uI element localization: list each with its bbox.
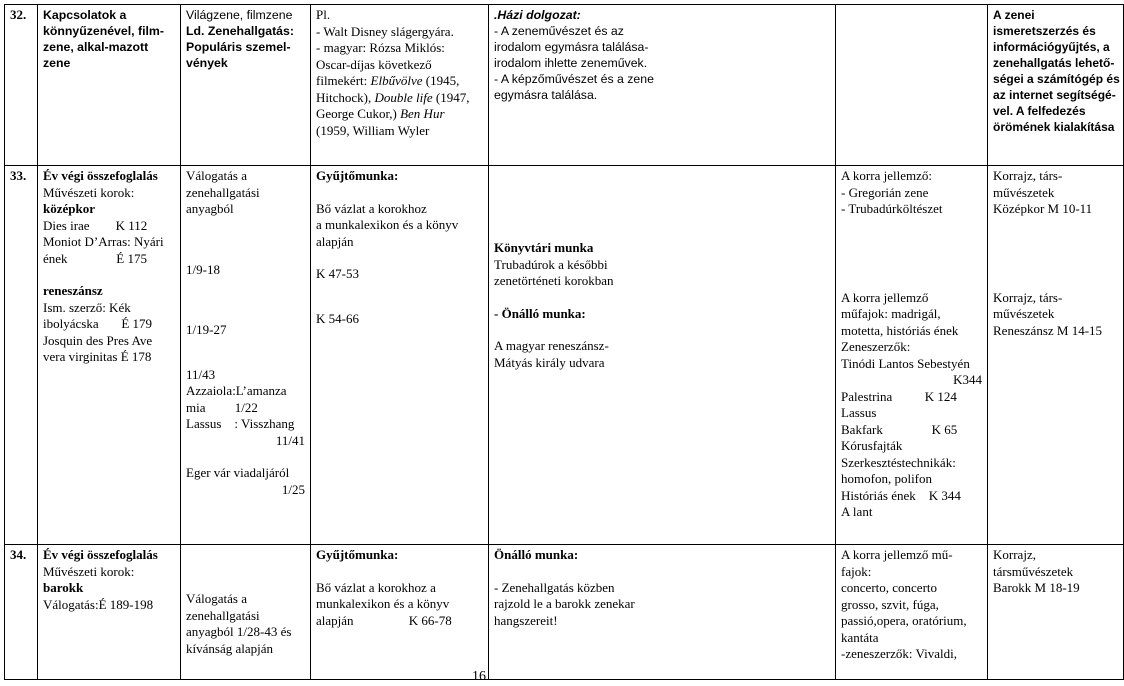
character-cell: A korra jellemző: - Gregorián zene - Trubadúrköltészet A korra jellemző műfajok: madrigál, motetta, históriás ének Zeneszerzők: Tinódi Lantos Sebestyén K344 Palestrina K 124 Lassus Bakfark K 65 Kórusfajták Szerkesztéstechnikák: homofon, polifon Históriás ének K 344 A lant [836, 166, 988, 545]
listening-cell: Válogatás a zenehallgatási anyagból 1/28-43 és kívánság alapján [181, 545, 311, 680]
row-number: 32. [5, 5, 38, 166]
row-number: 34. [5, 545, 38, 680]
listening-cell: Válogatás a zenehallgatási anyagból 1/9-18 1/19-27 11/43 Azzaiola:L’amanza mia 1/22 Lassus : Visszhang 11/41 Eger vár viadaljáról 1/25 [181, 166, 311, 545]
row-number: 33. [5, 166, 38, 545]
table-row-32 [5, 5, 1124, 166]
independent-cell: Önálló munka: - Zenehallgatás közben rajzold le a barokk zenekar hangszereit! [489, 545, 836, 680]
arts-cell: Korrajz, társ- művészetek Középkor M 10-11 Korrajz, társ- művészetek Reneszánsz M 14-15 [988, 166, 1124, 545]
task-cell: .Házi dolgozat: - A zeneművészet és az irodalom egymásra találása- irodalom ihlette zeneművek. - A képzőművészet és a zene egymásra találása. [489, 5, 836, 166]
example-cell: Pl. - Walt Disney slágergyára. - magyar: Rózsa Miklós: Oscar-díjas következő filmekért: Elbűvölve (1945, Hitchock), Double life (1947, George Cukor,) Ben Hur (1959, William Wyler [311, 5, 489, 166]
empty-cell [836, 5, 988, 166]
competence-cell: A zenei ismeretszerzés és információgyűjtés, a zenehallgatás lehető- ségei a számítógép és az internet segítségé- vel. A felfedezés örömének kialakítása [988, 5, 1124, 166]
arts-cell: Korrajz, társművészetek Barokk M 18-19 [988, 545, 1124, 680]
collect-cell: Gyűjtőmunka: Bő vázlat a korokhoz a munkalexikon és a könyv alapján K 66-78 [311, 545, 489, 680]
topic-cell: Év végi összefoglalás Művészeti korok: barokk Válogatás:É 189-198 [38, 545, 181, 680]
genre-cell: Világzene, filmzene Ld. Zenehallgatás: Populáris szemel- vények [181, 5, 311, 166]
topic-cell: Év végi összefoglalás Művészeti korok: középkor Dies irae K 112 Moniot D’Arras: Nyári ének É 175 reneszánsz Ism. szerző: Kék ibolyácska É 179 Josquin des Pres Ave vera virginitas É 178 [38, 166, 181, 545]
curriculum-table [4, 4, 1124, 680]
collect-cell: Gyűjtőmunka: Bő vázlat a korokhoz a munkalexikon és a könyv alapján K 47-53 K 54-66 [311, 166, 489, 545]
page-number: 16 [472, 669, 486, 684]
table-row-33 [5, 166, 1124, 545]
library-cell: Könyvtári munka Trubadúrok a későbbi zenetörténeti korokban - Önálló munka: A magyar reneszánsz- Mátyás király udvara [489, 166, 836, 545]
table-row-34 [5, 545, 1124, 680]
topic-cell: Kapcsolatok a könnyűzenével, film- zene, alkal-mazott zene [38, 5, 181, 166]
character-cell: A korra jellemző mű- fajok: concerto, concerto grosso, szvit, fúga, passió,opera, oratórium, kantáta -zeneszerzők: Vivaldi, [836, 545, 988, 680]
